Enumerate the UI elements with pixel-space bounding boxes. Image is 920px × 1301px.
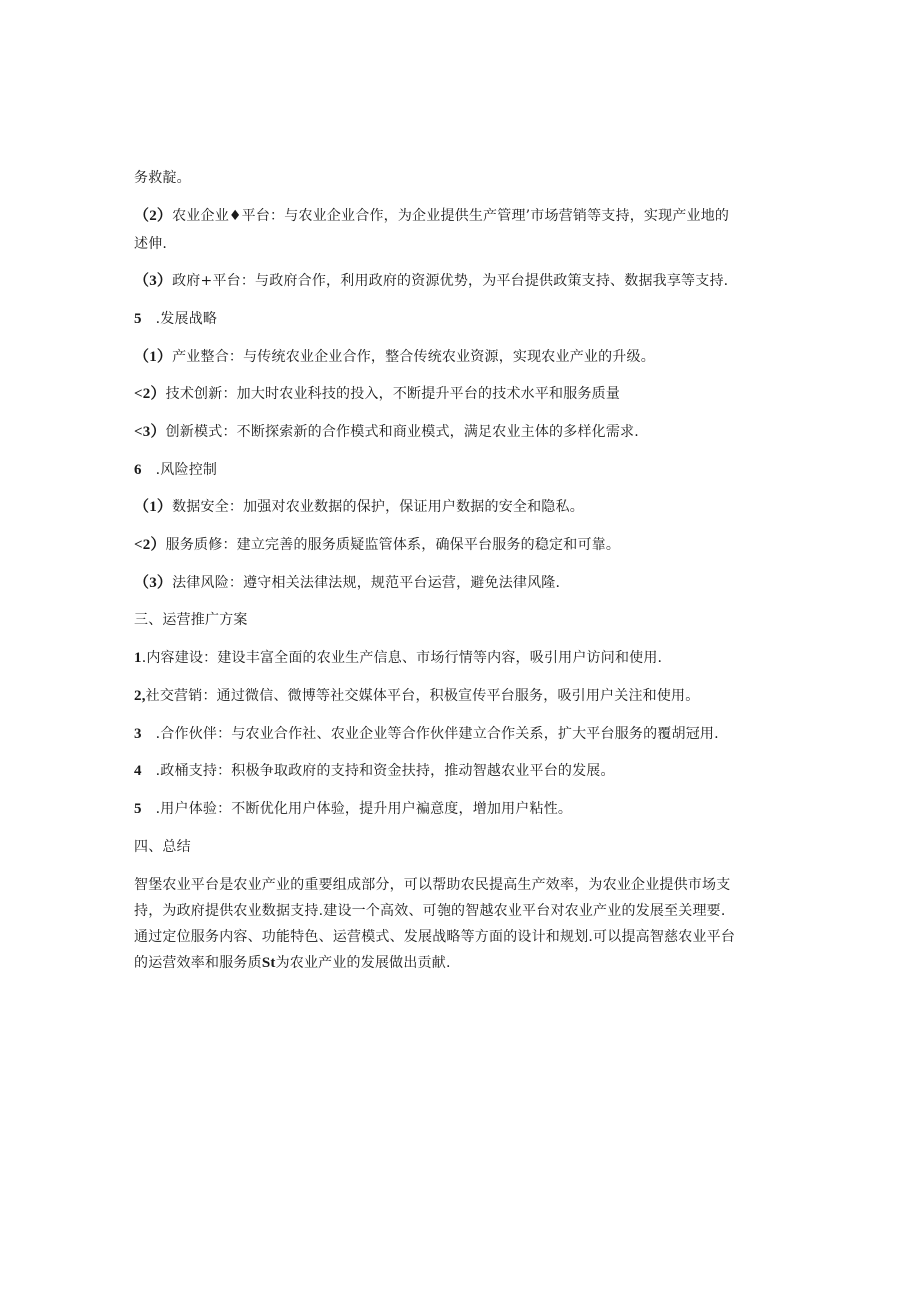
section-heading: 5 .发展战略 bbox=[134, 311, 218, 327]
list-item: 1.内容建设：建设丰富全面的农业生产信息、市场行情等内容，吸引用户访问和使用. bbox=[134, 650, 663, 666]
section-heading: 三、运营推广方案 bbox=[134, 612, 248, 628]
list-item: <2）服务质修：建立完善的服务质疑监管体系，确保平台服务的稳定和可靠。 bbox=[134, 537, 621, 553]
section-heading: 6 .风险控制 bbox=[134, 462, 218, 478]
list-item: （1）产业整合：与传统农业企业合作，整合传统农业资源，实现农业产业的升级。 bbox=[134, 349, 655, 365]
text-line: 述伸. bbox=[134, 236, 168, 252]
list-item: （1）数据安全：加强对农业数据的保护，保证用户数据的安全和隐私。 bbox=[134, 499, 584, 515]
list-item: 4 .政桶支持：积极争取政府的支持和资金扶持，推动智越农业平台的发展。 bbox=[134, 763, 615, 779]
section-heading: 四、总结 bbox=[134, 839, 191, 855]
text-line: 务救靛。 bbox=[134, 170, 191, 186]
list-item: （2）农业企业♦平台：与农业企业合作，为企业提供生产管理’市场营销等支持，实现产业地的 bbox=[134, 208, 730, 224]
list-item: 3 .合作伙伴：与农业合作社、农业企业等合作伙伴建立合作关系，扩大平台服务的覆胡冠用. bbox=[134, 726, 719, 742]
list-item: <3）创新模式：不断探索新的合作模式和商业模式，满足农业主体的多样化需求. bbox=[134, 424, 639, 440]
list-item: <2）技术创新：加大时农业科技的投入，不断提升平台的技术水平和服务质量 bbox=[134, 386, 621, 402]
list-item: （3）政府+平台：与政府合作，利用政府的资源优势，为平台提供政策支持、数据我享等支持. bbox=[134, 273, 729, 289]
summary-paragraph: 智堡农业平台是农业产业的重要组成部分，可以帮助农民提高生产效率，为农业企业提供市场支 持，为政府提供农业数据支持.建设一个高效、可匏的智越农业平台对农业产业的发展至关理要. 通过定位服务内容、功能特色、运营模式、发展战略等方面的设计和规划.可以提高智慈农业平台 的运营效率和服务质St为农业产业的发展做出贡献. bbox=[134, 877, 736, 971]
list-item: 5 .用户体验：不断优化用户体验，提升用户褊意度，增加用户粘性。 bbox=[134, 801, 573, 817]
list-item: 2,社交营销：通过微信、微博等社交媒体平台，积极宣传平台服务，吸引用户关注和使用。 bbox=[134, 688, 700, 704]
list-item: （3）法律风险：遵守相关法律法规，规范平台运营，避免法律风隆. bbox=[134, 575, 561, 591]
